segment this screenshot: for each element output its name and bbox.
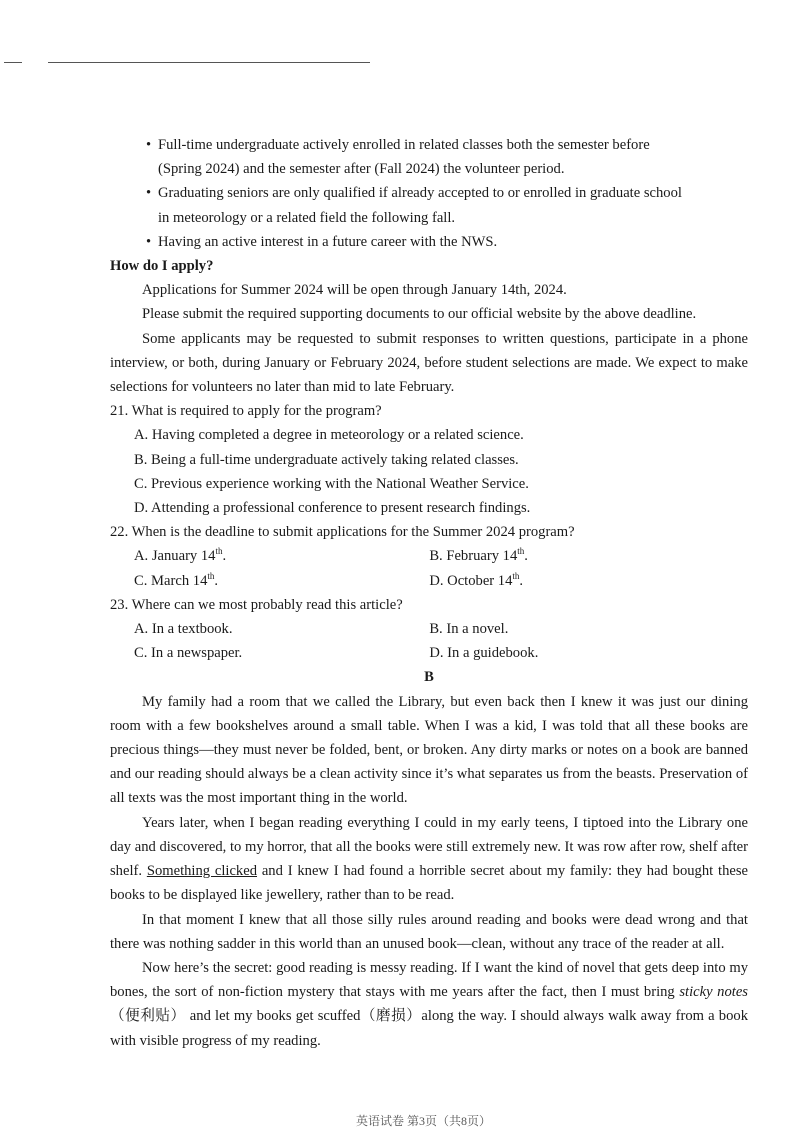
document-page <box>110 133 748 1053</box>
question-22-option-d <box>429 569 748 593</box>
text: and I knew I had found a horrible secret about my family: they had bought these books to be displayed like jewellery, rather than to be read. <box>110 863 748 904</box>
question-21-stem: 21. What is required to apply for the program? <box>110 403 382 420</box>
text: （便利贴） and let my books get scuffed（磨损）along the way. I should always walk away from a book with visible progress of my reading. <box>110 1008 748 1049</box>
text: Years later, when I began reading everything I could in my early teens, I tiptoed into the Library one day and discovered, to my horror, that all the books were still extremely new. It was row after row, shelf after shelf. <box>110 814 748 880</box>
question-21-option-c: C. Previous experience working with the National Weather Service. <box>134 475 529 492</box>
bullet-text: Graduating seniors are only qualified if already accepted to or enrolled in graduate school <box>158 185 682 202</box>
question-23-stem: 23. Where can we most probably read this article? <box>110 596 403 613</box>
superscript: th <box>512 570 520 581</box>
question-23-option-b: B. In a novel. <box>429 621 509 638</box>
option-text: D. October 14 <box>429 572 513 589</box>
question-22-row-2 <box>110 569 748 593</box>
passage-b-paragraph-2 <box>110 811 748 908</box>
superscript: th <box>207 570 215 581</box>
apply-paragraph-2: Please submit the required supporting documents to our official website by the above deadline. <box>142 306 697 323</box>
question-21-option-d: D. Attending a professional conference to present research findings. <box>134 500 531 517</box>
bullet-mark: • <box>146 137 152 153</box>
bullet-text: Full-time undergraduate actively enrolled in related classes both the semester before <box>158 137 650 153</box>
bullet-mark: • <box>146 233 152 250</box>
question-23-option-c: C. In a newspaper. <box>134 645 243 662</box>
requirement-bullet-1-cont: (Spring 2024) and the semester after (Fall 2024) the volunteer period. <box>158 161 565 178</box>
apply-heading: How do I apply? <box>110 258 214 275</box>
text: Now here’s the secret: good reading is messy reading. If I want the kind of novel that gets deep into my bones, the sort of non-fiction mystery that stays with me years after the fact, then I must bring <box>110 959 748 1001</box>
question-22-stem: 22. When is the deadline to submit applications for the Summer 2024 program? <box>110 524 575 541</box>
question-23-row-2 <box>110 641 748 665</box>
requirement-bullet-2-cont: in meteorology or a related field the following fall. <box>158 209 456 226</box>
option-text: B. February 14 <box>429 548 518 565</box>
section-b-label: B <box>424 669 434 686</box>
superscript: th <box>215 546 223 557</box>
question-23-option-a: A. In a textbook. <box>134 621 233 638</box>
option-text: C. March 14 <box>134 572 208 589</box>
question-21-option-a: A. Having completed a degree in meteorology or a related science. <box>134 427 524 444</box>
italic-phrase: sticky notes <box>679 984 748 1001</box>
requirement-bullet-3 <box>110 230 748 254</box>
option-text: A. January 14 <box>134 548 216 565</box>
bullet-text: Having an active interest in a future career with the NWS. <box>158 233 498 250</box>
passage-b-paragraph-4 <box>110 956 748 1053</box>
question-22-row-1 <box>110 544 748 568</box>
question-22-option-c <box>110 569 429 593</box>
period: . <box>214 572 219 589</box>
underlined-phrase: Something clicked <box>146 863 258 880</box>
apply-paragraph-1: Applications for Summer 2024 will be open through January 14th, 2024. <box>142 282 567 299</box>
header-rule <box>48 62 370 63</box>
period: . <box>519 572 524 589</box>
superscript: th <box>517 546 525 557</box>
passage-b-paragraph-1: My family had a room that we called the Library, but even back then I knew it was just our dining room with a few bookshelves around a small table. When I was a kid, I was told that all these books are precious things—they must never be folded, bent, or broken. Any dirty marks or notes on a book are banned and our reading should always be a clean activity since it’s what separates us from the beasts. Preservation of all texts was the most important thing in the world. <box>110 693 748 807</box>
period: . <box>222 548 227 565</box>
requirement-bullet-2 <box>110 181 748 205</box>
passage-b-paragraph-3: In that moment I knew that all those silly rules around reading and books were dead wrong and that there was nothing sadder in this world than an unused book—clean, without any trace of the reader at all. <box>110 911 748 952</box>
apply-paragraph-3: Some applicants may be requested to submit responses to written questions, participate in a phone interview, or both, during January or February 2024, before student selections are made. We expect to make selections for volunteers no later than mid to late February. <box>110 330 748 396</box>
page-footer: 英语试卷 第3页（共8页） <box>356 1114 492 1128</box>
question-23-row-1 <box>110 617 748 641</box>
question-21-option-b: B. Being a full-time undergraduate actively taking related classes. <box>134 451 519 468</box>
header-rule-left <box>4 62 22 63</box>
requirement-bullet-1 <box>110 133 748 157</box>
question-22-option-a <box>110 544 429 568</box>
bullet-mark: • <box>146 185 152 202</box>
question-23-option-d: D. In a guidebook. <box>429 645 539 662</box>
period: . <box>524 548 528 565</box>
question-22-option-b <box>429 544 748 568</box>
